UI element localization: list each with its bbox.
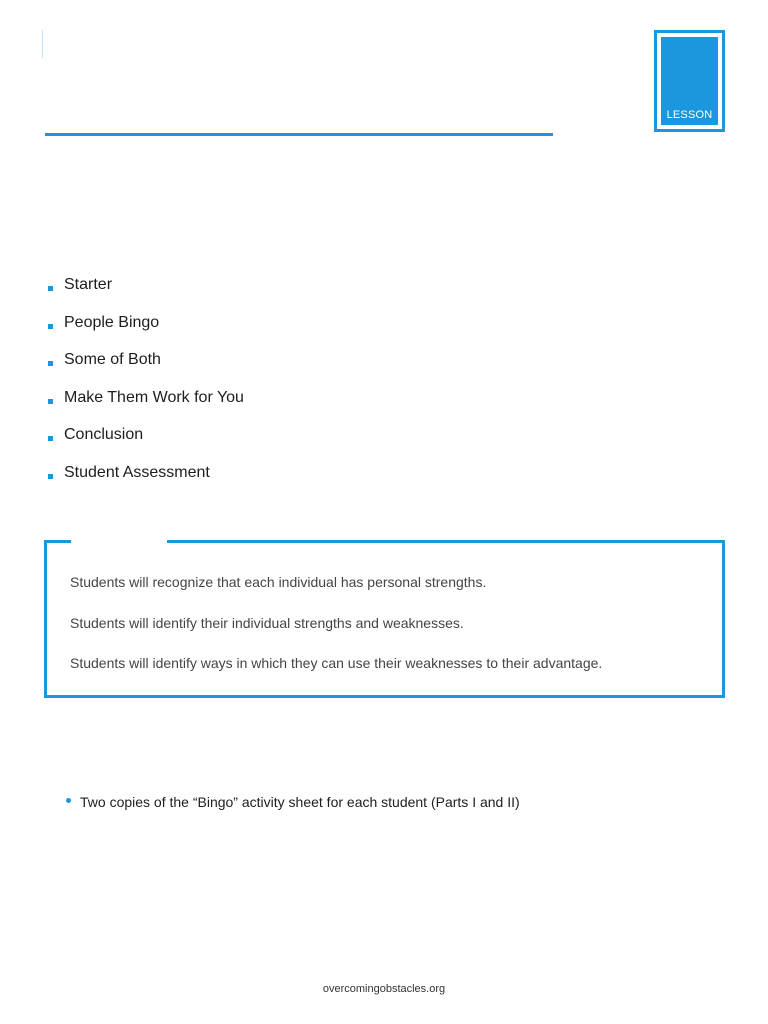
square-bullet-icon [48, 436, 53, 441]
header-divider [45, 133, 553, 136]
objectives-list [70, 573, 602, 695]
objectives-border-gap [71, 540, 167, 543]
round-bullet-icon [66, 798, 71, 803]
materials-item [66, 793, 520, 811]
agenda-list [48, 276, 244, 504]
materials-list [66, 793, 520, 811]
objectives-box [44, 540, 725, 698]
title-marker [42, 30, 43, 58]
square-bullet-icon [48, 324, 53, 329]
footer-url: overcomingobstacles.org [322, 983, 446, 995]
materials-item-label: Two copies of the “Bingo” activity sheet for each student (Parts I and II) [80, 794, 520, 810]
square-bullet-icon [48, 361, 53, 366]
agenda-item-label: Conclusion [64, 426, 144, 443]
objective-item: Students will identify their individual strengths and weaknesses. [70, 614, 464, 631]
objective-item: Students will identify ways in which they can use their weaknesses to their advantage. [70, 655, 603, 671]
agenda-item-label: Some of Both [64, 351, 161, 368]
agenda-item-label: People Bingo [64, 313, 160, 331]
objective-item: Students will recognize that each individual has personal strengths. [70, 574, 487, 590]
square-bullet-icon [48, 286, 53, 291]
lesson-badge [654, 30, 725, 132]
agenda-item [48, 463, 244, 505]
lesson-badge-fill [661, 37, 718, 125]
agenda-item-label: Student Assessment [64, 463, 210, 481]
square-bullet-icon [48, 474, 53, 479]
agenda-item-label: Starter [64, 276, 113, 293]
square-bullet-icon [48, 399, 53, 404]
agenda-item-label: Make Them Work for You [64, 388, 244, 406]
lesson-badge-label: LESSON [666, 109, 713, 121]
